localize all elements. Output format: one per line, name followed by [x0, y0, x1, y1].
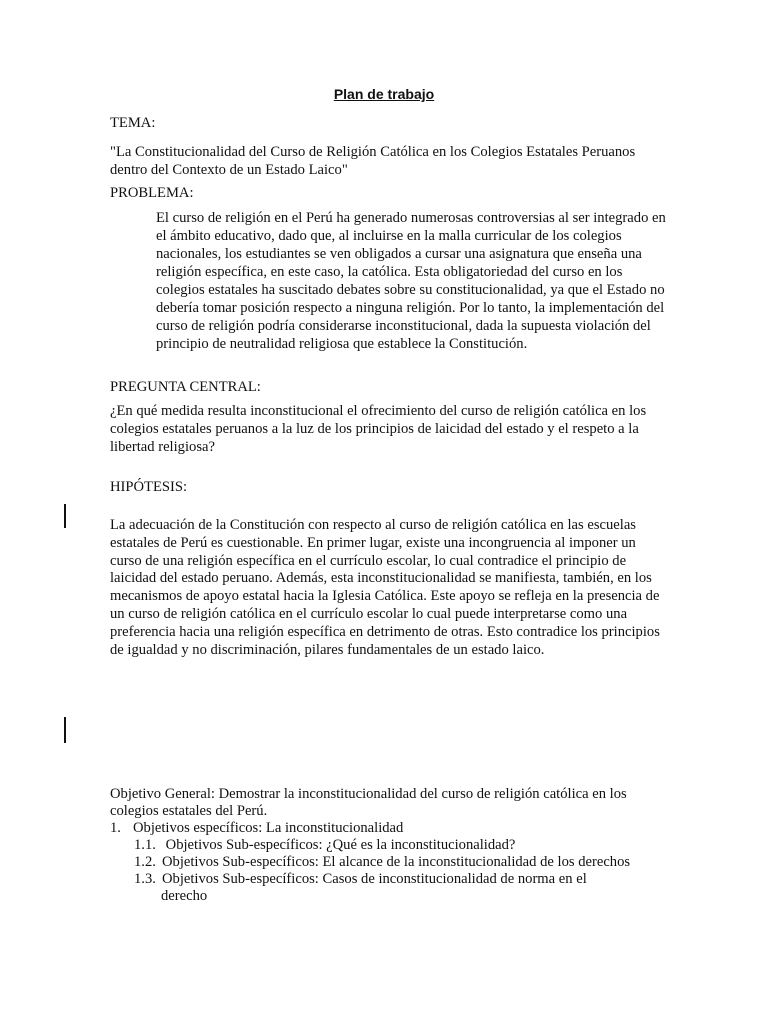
problema-label: PROBLEMA:: [110, 185, 194, 201]
hipotesis-paragraph: La adecuación de la Constitución con respecto al curso de religión católica en las escuelas estatales de Perú es cuestionable. En primer lugar, existe una incongruencia al imponer un curso de una religión específica en el currículo escolar, lo cual contradice el principio de laicidad del estado peruano. Además, esta inconstitucionalidad se manifiesta, también, en los mecanismos de apoyo estatal hacia la Iglesia Católica. Este apoyo se refleja en la presencia de un curso de religión católica en el currículo escolar lo cual puede interpretarse como una preferencia hacia una religión específica en detrimento de otras. Esto contradice los principios de igualdad y no discriminación, pilares fundamentales de un estado laico.: [110, 517, 660, 658]
problema-paragraph: El curso de religión en el Perú ha generado numerosas controversias al ser integrado en el ámbito educativo, dado que, al incluirse en la malla curricular de los colegios nacionales, los estudiantes se ven obligados a cursar una asignatura que enseña una religión específica, en este caso, la católica. Esta obligatoriedad del curso en los colegios estatales ha suscitado debates sobre su constitucionalidad, ya que el Estado no debería tomar posición respecto a ninguna religión. Por lo tanto, la implementación del curso de religión podría considerarse inconstitucional, dada la supuesta violación del principio de neutralidad religiosa que establece la Constitución.: [156, 210, 666, 352]
list-item-number: 1.: [110, 820, 121, 836]
list-item-text: Objetivos Sub-específicos: El alcance de la inconstitucionalidad de los derechos: [162, 854, 631, 870]
list-item-text: Objetivos Sub-específicos: ¿Qué es la inconstitucionalidad?: [162, 837, 516, 853]
list-item-number: 1.3.: [134, 871, 156, 887]
hipotesis-label: HIPÓTESIS:: [110, 479, 188, 495]
text-cursor-marker: [64, 717, 66, 743]
list-item-number: 1.1.: [134, 837, 156, 853]
tema-text: "La Constitucionalidad del Curso de Religión Católica en los Colegios Estatales Peruanos dentro del Contexto de un Estado Laico": [110, 144, 636, 178]
objectives-list: [110, 820, 666, 905]
document-title: Plan de trabajo: [333, 86, 435, 102]
list-item-continuation: [110, 888, 666, 905]
list-item: [110, 820, 666, 837]
tema-label: TEMA:: [110, 115, 156, 131]
list-item: [110, 871, 666, 888]
list-item-number: 1.2.: [134, 854, 156, 870]
pregunta-central-text: ¿En qué medida resulta inconstitucional el ofrecimiento del curso de religión católica en los colegios estatales peruanos a la luz de los principios de laicidad del estado y el respeto a la libertad religiosa?: [110, 403, 647, 455]
objetivo-general: Objetivo General: Demostrar la inconstitucionalidad del curso de religión católica en los colegios estatales del Perú.: [110, 786, 627, 819]
list-item: [110, 837, 666, 854]
list-item-text: derecho: [161, 888, 208, 904]
text-cursor-marker: [64, 504, 66, 528]
list-item-text: Objetivos Sub-específicos: Casos de inconstitucionalidad de norma en el: [162, 871, 587, 887]
pregunta-central-label: PREGUNTA CENTRAL:: [110, 379, 261, 395]
list-item: [110, 854, 666, 871]
list-item-text: Objetivos específicos: La inconstitucionalidad: [133, 820, 404, 836]
